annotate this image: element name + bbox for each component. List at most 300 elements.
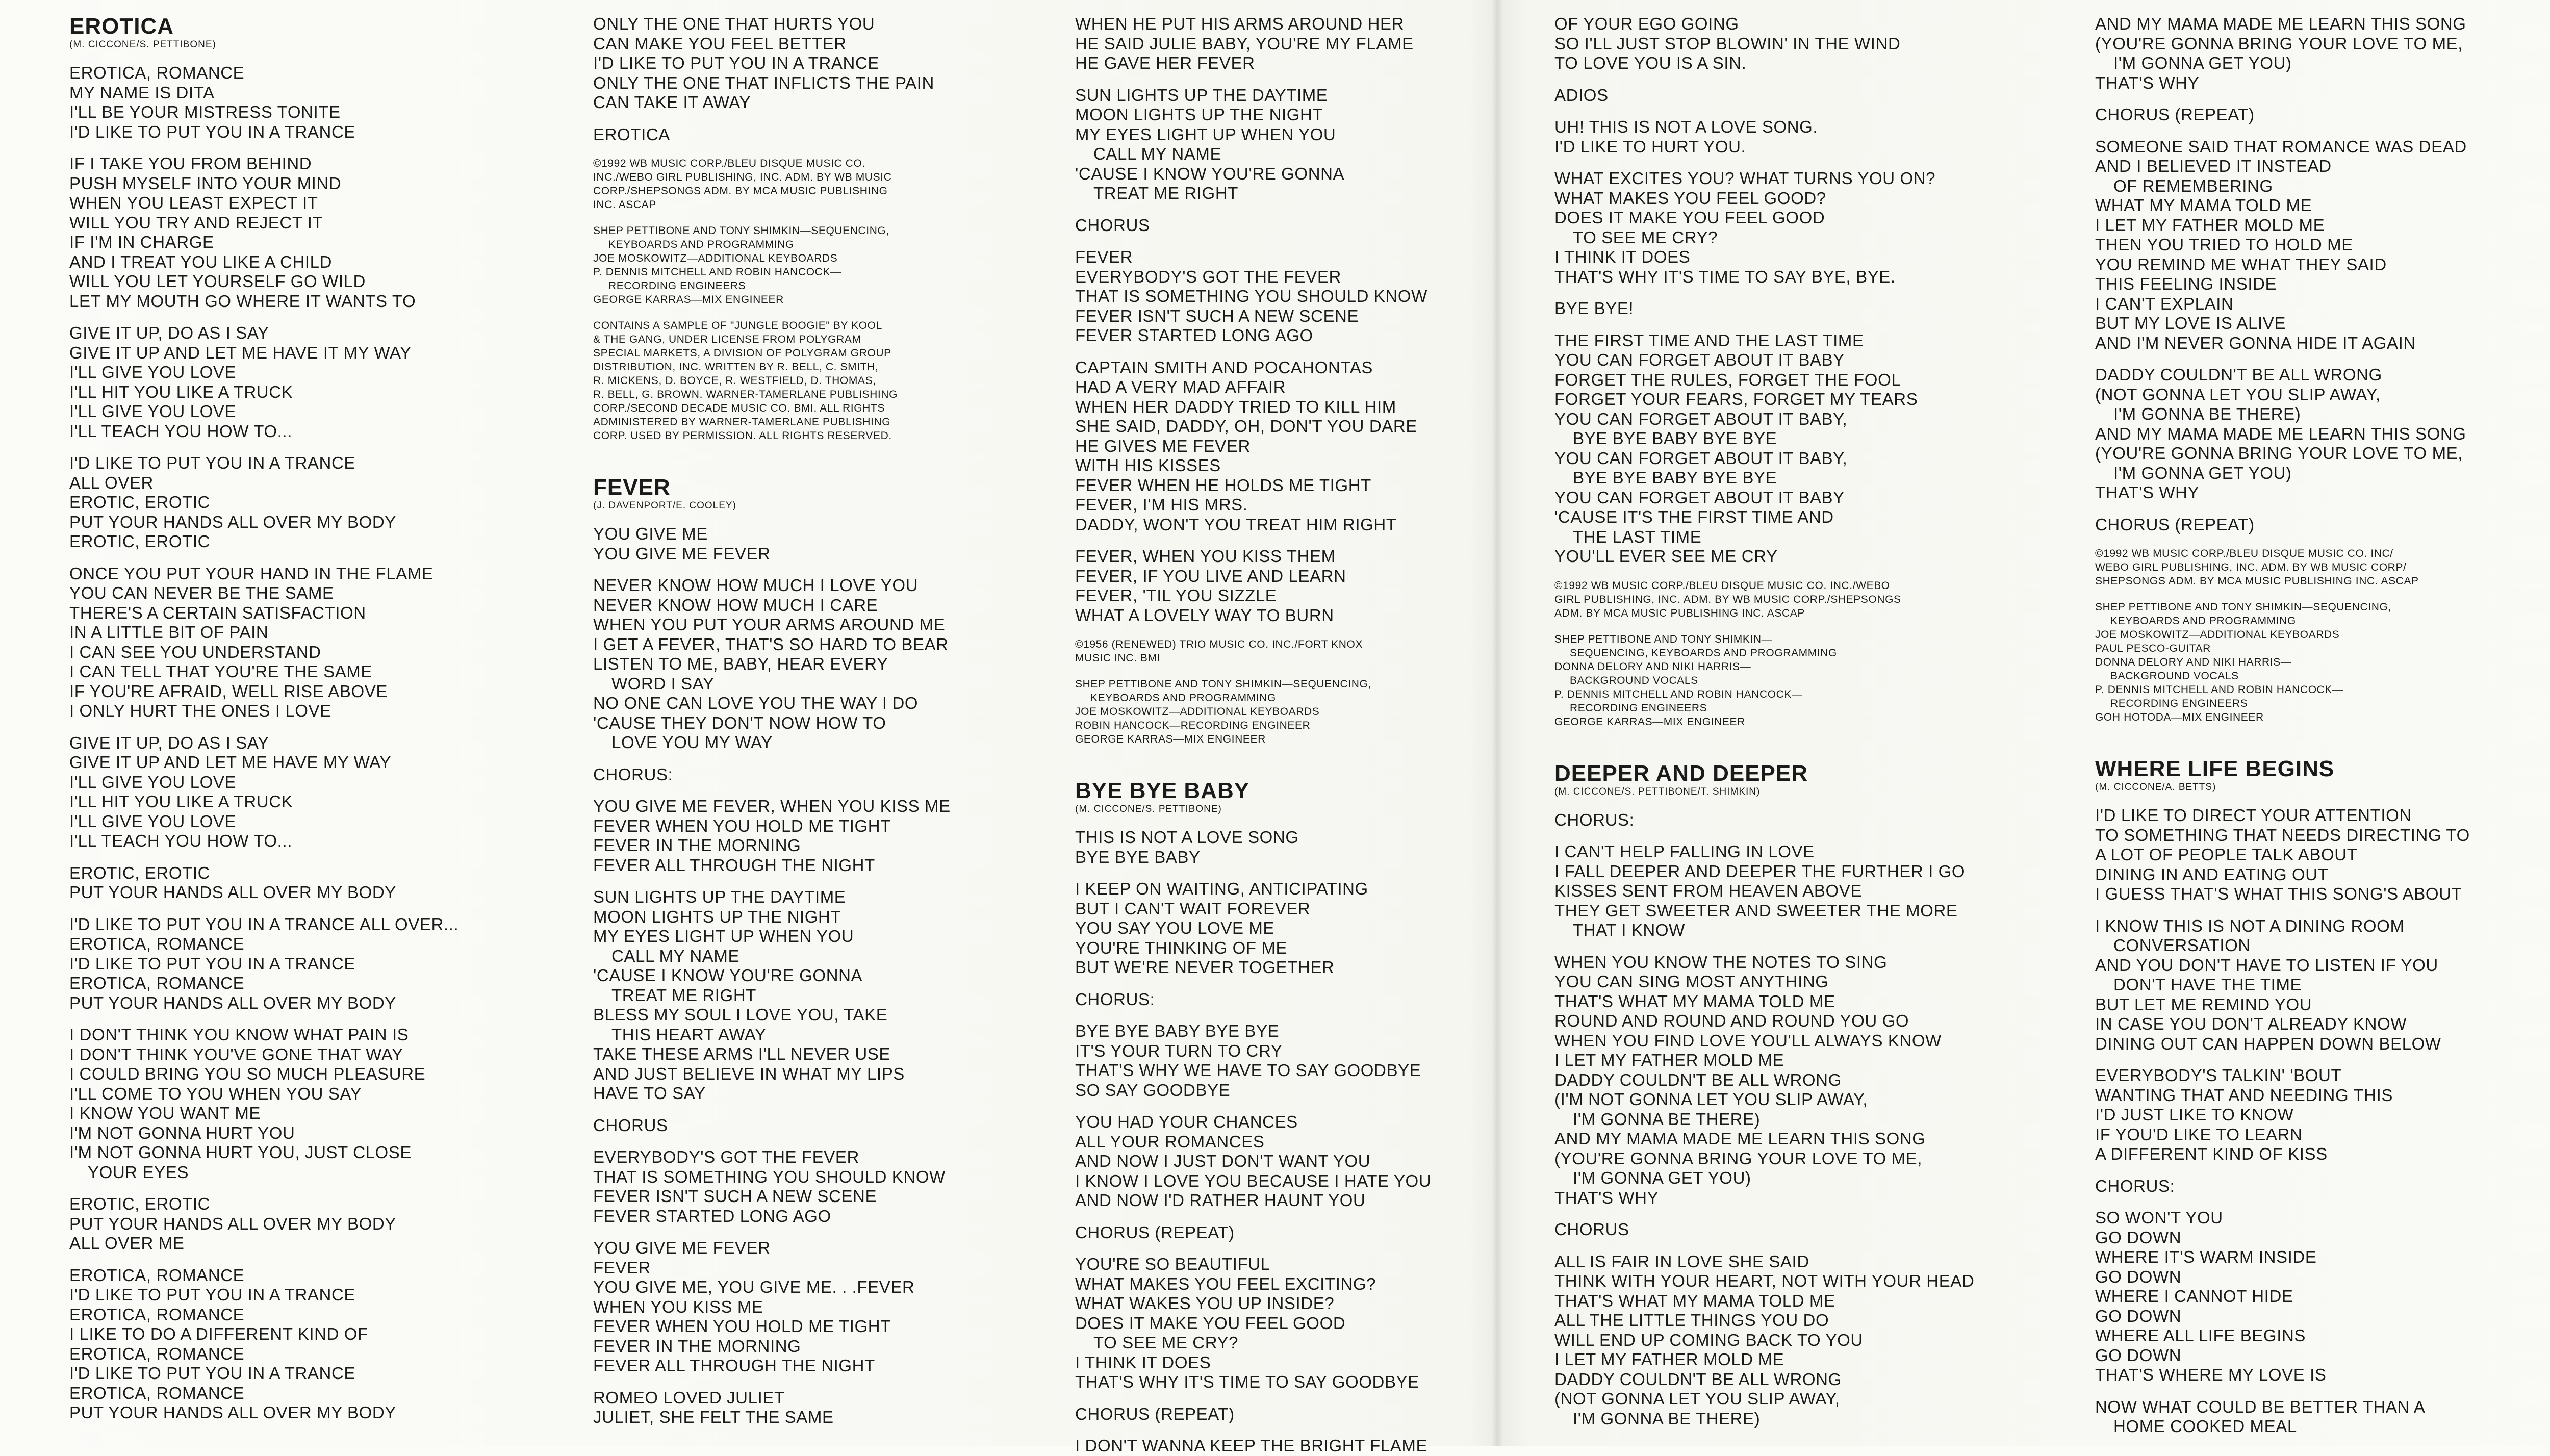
lyric-line: I COULD BRING YOU SO MUCH PLEASURE <box>69 1064 426 1083</box>
lyric-stanza <box>593 887 1075 1104</box>
lyric-line: THAT'S WHY IT'S TIME TO SAY BYE, BYE. <box>1554 267 1896 286</box>
lyric-line: I CAN'T HELP FALLING IN LOVE <box>1554 842 1815 861</box>
lyric-line: 'CAUSE IT'S THE FIRST TIME AND <box>1554 507 1834 526</box>
lyric-line: FORGET THE RULES, FORGET THE FOOL <box>1554 370 1901 389</box>
lyric-line: THERE'S A CERTAIN SATISFACTION <box>69 603 366 622</box>
lyric-stanza <box>1075 828 1557 867</box>
lyric-line: BUT MY LOVE IS ALIVE <box>2095 314 2286 333</box>
lyric-line: PUT YOUR HANDS ALL OVER MY BODY <box>69 1214 396 1233</box>
credits-block <box>593 157 1075 212</box>
lyric-stanza <box>1075 247 1557 346</box>
credit-line: RECORDING ENGINEERS <box>1570 702 1707 714</box>
lyric-line: WHAT A LOVELY WAY TO BURN <box>1075 605 1334 625</box>
lyric-line: I'M GONNA GET YOU) <box>1573 1168 1751 1187</box>
section-label: CHORUS: <box>593 764 673 784</box>
lyric-line: GIVE IT UP, DO AS I SAY <box>69 323 269 342</box>
lyric-line: ALL IS FAIR IN LOVE SHE SAID <box>1554 1251 1809 1271</box>
lyric-stanza <box>1554 169 2036 287</box>
lyric-stanza <box>1075 14 1557 73</box>
column-2 <box>593 14 1075 1437</box>
lyric-stanza <box>2095 1208 2550 1385</box>
credit-line: ADMINISTERED BY WARNER-TAMERLANE PUBLISHING <box>593 416 891 428</box>
lyric-line: BUT WE'RE NEVER TOGETHER <box>1075 958 1335 977</box>
lyric-stanza <box>593 576 1075 753</box>
lyric-line: EROTICA, ROMANCE <box>69 1305 245 1324</box>
lyric-line: YOU CAN FORGET ABOUT IT BABY <box>1554 350 1845 369</box>
lyric-line: YOU GIVE ME FEVER, WHEN YOU KISS ME <box>593 797 951 815</box>
lyric-line: I'LL TEACH YOU HOW TO... <box>69 831 292 850</box>
lyric-line: YOU HAD YOUR CHANCES <box>1075 1112 1298 1131</box>
lyric-line: WILL YOU TRY AND REJECT IT <box>69 213 323 232</box>
lyric-line: MOON LIGHTS UP THE NIGHT <box>593 907 842 926</box>
lyric-line: A LOT OF PEOPLE TALK ABOUT <box>2095 845 2358 864</box>
lyric-line: I'M GONNA BE THERE) <box>1573 1409 1761 1428</box>
credits-block <box>1554 579 2036 620</box>
lyric-line: I'D LIKE TO PUT YOU IN A TRANCE <box>69 954 356 973</box>
lyric-stanza <box>1075 1021 1557 1100</box>
lyric-stanza <box>69 323 551 441</box>
credit-line: CORP./SECOND DECADE MUSIC CO. BMI. ALL RIGHTS <box>593 402 885 414</box>
songwriter-credit: (M. CICCONE/S. PETTIBONE) <box>1075 804 1222 814</box>
lyric-stanza <box>1075 86 1557 203</box>
lyric-line: DADDY COULDN'T BE ALL WRONG <box>1554 1070 1842 1089</box>
lyric-line: WHERE ALL LIFE BEGINS <box>2095 1326 2306 1345</box>
lyric-line: I'LL GIVE YOU LOVE <box>69 402 237 421</box>
lyric-line: FEVER ISN'T SUCH A NEW SCENE <box>1075 306 1359 325</box>
lyric-line: THE FIRST TIME AND THE LAST TIME <box>1554 330 1864 350</box>
credit-line: GEORGE KARRAS—MIX ENGINEER <box>593 294 784 305</box>
lyric-line: AND I TREAT YOU LIKE A CHILD <box>69 252 333 271</box>
lyric-line: DINING IN AND EATING OUT <box>2095 864 2329 884</box>
credit-line: R. MICKENS, D. BOYCE, R. WESTFIELD, D. THOMAS, <box>593 375 876 387</box>
lyric-line: AND YOU DON'T HAVE TO LISTEN IF YOU <box>2095 955 2438 975</box>
lyric-line: I'M NOT GONNA HURT YOU <box>69 1123 295 1142</box>
lyric-line: AND NOW I'D RATHER HAUNT YOU <box>1075 1191 1366 1210</box>
lyric-line: I KNOW I LOVE YOU BECAUSE I HATE YOU <box>1075 1171 1432 1190</box>
lyric-line: THIS FEELING INSIDE <box>2095 274 2277 293</box>
lyric-line: GIVE IT UP AND LET ME HAVE IT MY WAY <box>69 343 412 362</box>
lyric-line: WHEN HER DADDY TRIED TO KILL HIM <box>1075 397 1396 416</box>
lyric-line: BYE BYE BABY BYE BYE <box>1573 468 1777 487</box>
lyric-line: YOU CAN SING MOST ANYTHING <box>1554 972 1829 991</box>
lyric-line: IN A LITTLE BIT OF PAIN <box>69 623 269 642</box>
credit-line: R. BELL, G. BROWN. WARNER-TAMERLANE PUBLISHING <box>593 389 898 400</box>
lyric-stanza <box>1554 14 2036 73</box>
lyric-line: SHE SAID, DADDY, OH, DON'T YOU DARE <box>1075 417 1417 436</box>
lyric-stanza <box>593 14 1075 113</box>
lyric-stanza <box>593 1238 1075 1376</box>
lyric-line: I'D LIKE TO PUT YOU IN A TRANCE <box>69 122 356 141</box>
lyric-stanza <box>69 63 551 142</box>
lyric-line: CALL MY NAME <box>611 946 740 965</box>
lyric-line: YOU REMIND ME WHAT THEY SAID <box>2095 254 2387 274</box>
lyric-line: I DON'T THINK YOU'VE GONE THAT WAY <box>69 1044 403 1064</box>
lyric-line: FEVER WHEN YOU HOLD ME TIGHT <box>593 1317 891 1336</box>
lyric-line: I DON'T THINK YOU KNOW WHAT PAIN IS <box>69 1025 409 1044</box>
lyric-line: BYE BYE BABY <box>1075 847 1201 866</box>
credit-line: INC./WEBO GIRL PUBLISHING, INC. ADM. BY WB MUSIC <box>593 171 892 183</box>
lyric-line: TO SEE ME CRY? <box>1573 227 1718 247</box>
lyric-line: PUSH MYSELF INTO YOUR MIND <box>69 173 342 193</box>
lyric-line: AND MY MAMA MADE ME LEARN THIS SONG <box>1554 1129 1926 1148</box>
lyric-line: FEVER ALL THROUGH THE NIGHT <box>593 1356 875 1375</box>
credit-line: ADM. BY MCA MUSIC PUBLISHING INC. ASCAP <box>1554 607 1805 619</box>
credit-line: PAUL PESCO-GUITAR <box>2095 643 2211 654</box>
lyric-line: AND I'M NEVER GONNA HIDE IT AGAIN <box>2095 333 2416 352</box>
lyric-line: BYE BYE BABY BYE BYE <box>1573 429 1777 448</box>
lyric-stanza <box>1554 117 2036 157</box>
lyric-line: PUT YOUR HANDS ALL OVER MY BODY <box>69 883 396 902</box>
lyric-line: I'LL HIT YOU LIKE A TRUCK <box>69 792 293 811</box>
lyric-line: SUN LIGHTS UP THE DAYTIME <box>593 887 846 906</box>
lyric-line: I'M GONNA BE THERE) <box>1573 1109 1761 1129</box>
lyric-line: YOU CAN FORGET ABOUT IT BABY, <box>1554 448 1848 468</box>
lyric-line: I'M GONNA BE THERE) <box>2113 404 2301 423</box>
lyric-line: WHEN YOU KISS ME <box>593 1297 763 1316</box>
credit-line: RECORDING ENGINEERS <box>2110 698 2248 709</box>
section-label: ADIOS <box>1554 85 1609 105</box>
lyric-line: I'D LIKE TO PUT YOU IN A TRANCE <box>69 1364 356 1383</box>
credit-line: MUSIC INC. BMI <box>1075 652 1161 664</box>
lyric-line: AND JUST BELIEVE IN WHAT MY LIPS <box>593 1064 905 1083</box>
lyric-line: I LET MY FATHER MOLD ME <box>1554 1051 1784 1069</box>
lyric-line: FEVER WHEN YOU HOLD ME TIGHT <box>593 816 891 835</box>
lyric-line: I ONLY HURT THE ONES I LOVE <box>69 701 332 720</box>
lyric-line: HAVE TO SAY <box>593 1084 706 1103</box>
lyric-stanza <box>593 1147 1075 1226</box>
column-3 <box>1075 14 1557 1455</box>
lyric-line: TAKE THESE ARMS I'LL NEVER USE <box>593 1044 891 1063</box>
lyric-line: DOES IT MAKE YOU FEEL GOOD <box>1075 1313 1346 1333</box>
lyric-stanza <box>2095 137 2550 353</box>
lyric-line: I'D LIKE TO PUT YOU IN A TRANCE ALL OVER... <box>69 914 459 934</box>
lyric-line: YOU'LL EVER SEE ME CRY <box>1554 547 1778 566</box>
lyric-stanza <box>69 1194 551 1254</box>
credit-line: CORP. USED BY PERMISSION. ALL RIGHTS RESERVED. <box>593 430 892 442</box>
lyric-line: WHEN YOU FIND LOVE YOU'LL ALWAYS KNOW <box>1554 1031 1942 1050</box>
credit-line: ©1992 WB MUSIC CORP./BLEU DISQUE MUSIC CO. INC./WEBO <box>1554 579 1890 592</box>
lyric-line: PUT YOUR HANDS ALL OVER MY BODY <box>69 993 396 1012</box>
lyric-stanza <box>593 524 1075 564</box>
lyric-line: SUN LIGHTS UP THE DAYTIME <box>1075 85 1328 105</box>
lyric-line: FEVER IN THE MORNING <box>593 836 801 855</box>
credit-line: CONTAINS A SAMPLE OF "JUNGLE BOOGIE" BY KOOL <box>593 320 882 331</box>
lyric-line: YOU SAY YOU LOVE ME <box>1075 918 1275 937</box>
lyric-line: BUT I CAN'T WAIT FOREVER <box>1075 899 1311 918</box>
lyric-line: OF REMEMBERING <box>2113 176 2273 195</box>
lyric-line: YOU CAN FORGET ABOUT IT BABY <box>1554 488 1845 507</box>
credit-line: GOH HOTODA—MIX ENGINEER <box>2095 711 2264 723</box>
credit-line: P. DENNIS MITCHELL AND ROBIN HANCOCK— <box>2095 684 2343 696</box>
lyric-line: FEVER <box>1075 247 1133 266</box>
lyric-line: EVERYBODY'S TALKIN' 'BOUT <box>2095 1066 2342 1085</box>
lyric-line: NO ONE CAN LOVE YOU THE WAY I DO <box>593 694 919 712</box>
lyric-line: CAPTAIN SMITH AND POCAHONTAS <box>1075 357 1373 377</box>
credit-line: JOE MOSKOWITZ—ADDITIONAL KEYBOARDS <box>593 252 838 264</box>
lyric-line: MY EYES LIGHT UP WHEN YOU <box>593 927 854 946</box>
lyric-line: WHEN HE PUT HIS ARMS AROUND HER <box>1075 14 1405 33</box>
lyric-line: HE SAID JULIE BABY, YOU'RE MY FLAME <box>1075 34 1414 53</box>
lyric-line: THEN YOU TRIED TO HOLD ME <box>2095 235 2353 254</box>
lyric-line: WHEN YOU LEAST EXPECT IT <box>69 193 318 212</box>
lyric-line: DADDY, WON'T YOU TREAT HIM RIGHT <box>1075 515 1397 534</box>
lyric-line: AND NOW I JUST DON'T WANT YOU <box>1075 1152 1371 1170</box>
lyric-line: GO DOWN <box>2095 1267 2182 1286</box>
section-label: CHORUS: <box>1554 810 1635 829</box>
lyric-line: THIS IS NOT A LOVE SONG <box>1075 828 1299 847</box>
lyric-line: KISSES SENT FROM HEAVEN ABOVE <box>1554 881 1863 900</box>
credit-line: KEYBOARDS AND PROGRAMMING <box>2110 615 2296 627</box>
lyric-line: I'M NOT GONNA HURT YOU, JUST CLOSE <box>69 1143 412 1162</box>
lyric-stanza <box>1075 1255 1557 1392</box>
lyric-line: CONVERSATION <box>2113 936 2251 955</box>
lyric-line: I'D LIKE TO PUT YOU IN A TRANCE <box>69 453 356 472</box>
lyric-line: MY NAME IS DITA <box>69 83 215 102</box>
lyric-line: WITH HIS KISSES <box>1075 456 1221 475</box>
lyric-line: WHERE IT'S WARM INSIDE <box>2095 1247 2317 1266</box>
lyric-line: DON'T HAVE THE TIME <box>2113 975 2302 994</box>
credits-block <box>1075 677 1557 746</box>
credit-line: SHEP PETTIBONE AND TONY SHIMKIN— <box>1554 633 1773 645</box>
lyric-line: NEVER KNOW HOW MUCH I LOVE YOU <box>593 576 919 595</box>
section-label: CHORUS <box>593 1115 668 1135</box>
lyric-line: YOU GIVE ME FEVER <box>593 544 771 563</box>
credit-line: BACKGROUND VOCALS <box>2110 670 2239 682</box>
lyric-line: THIS HEART AWAY <box>611 1025 767 1044</box>
credit-line: P. DENNIS MITCHELL AND ROBIN HANCOCK— <box>593 266 842 278</box>
lyric-line: I THINK IT DOES <box>1554 247 1691 266</box>
lyric-line: EVERYBODY'S GOT THE FEVER <box>593 1147 859 1166</box>
lyric-line: FEVER <box>593 1258 651 1277</box>
lyric-stanza <box>69 733 551 851</box>
credit-line: & THE GANG, UNDER LICENSE FROM POLYGRAM <box>593 334 861 345</box>
song-title: EROTICA <box>69 14 174 39</box>
lyric-stanza <box>1554 953 2036 1208</box>
credit-line: JOE MOSKOWITZ—ADDITIONAL KEYBOARDS <box>1075 706 1320 718</box>
lyric-stanza <box>2095 1397 2550 1437</box>
section-label: EROTICA <box>593 124 670 144</box>
lyric-stanza <box>69 1266 551 1423</box>
lyric-line: FEVER, 'TIL YOU SIZZLE <box>1075 586 1277 605</box>
lyric-line: IT'S YOUR TURN TO CRY <box>1075 1041 1283 1060</box>
lyric-line: EROTIC, EROTIC <box>69 532 211 551</box>
lyric-line: HOME COOKED MEAL <box>2113 1417 2297 1436</box>
lyric-line: HAD A VERY MAD AFFAIR <box>1075 377 1286 396</box>
lyric-line: I LIKE TO DO A DIFFERENT KIND OF <box>69 1324 368 1343</box>
lyric-line: WILL END UP COMING BACK TO YOU <box>1554 1330 1863 1349</box>
songwriter-credit: (M. CICCONE/S. PETTIBONE/T. SHIMKIN) <box>1554 786 1761 797</box>
section-label: CHORUS (REPEAT) <box>2095 105 2255 124</box>
lyric-line: I THINK IT DOES <box>1075 1352 1211 1372</box>
lyric-line: FEVER ALL THROUGH THE NIGHT <box>593 855 875 875</box>
credit-line: DONNA DELORY AND NIKI HARRIS— <box>2095 656 2292 668</box>
credit-line: DONNA DELORY AND NIKI HARRIS— <box>1554 660 1751 673</box>
lyric-line: I'M GONNA GET YOU) <box>2113 54 2292 72</box>
lyric-line: EROTIC, EROTIC <box>69 493 211 512</box>
credit-line: GEORGE KARRAS—MIX ENGINEER <box>1554 716 1745 728</box>
lyric-line: I LET MY FATHER MOLD ME <box>2095 215 2325 235</box>
lyric-line: WANTING THAT AND NEEDING THIS <box>2095 1085 2393 1105</box>
lyric-line: YOU'RE SO BEAUTIFUL <box>1075 1255 1270 1273</box>
lyric-line: CAN MAKE YOU FEEL BETTER <box>593 34 847 53</box>
lyric-line: ONLY THE ONE THAT HURTS YOU <box>593 14 875 33</box>
lyric-stanza <box>593 1388 1075 1427</box>
lyric-line: EROTICA, ROMANCE <box>69 1344 245 1363</box>
lyric-line: PUT YOUR HANDS ALL OVER MY BODY <box>69 1403 396 1422</box>
lyric-stanza <box>1075 879 1557 978</box>
lyric-line: MOON LIGHTS UP THE NIGHT <box>1075 105 1323 124</box>
lyric-line: I CAN'T EXPLAIN <box>2095 294 2234 313</box>
lyric-line: I KEEP ON WAITING, ANTICIPATING <box>1075 879 1368 898</box>
credit-line: SEQUENCING, KEYBOARDS AND PROGRAMMING <box>1570 647 1837 659</box>
lyric-line: EROTICA, ROMANCE <box>69 1265 245 1285</box>
section-label: CHORUS <box>1554 1220 1629 1239</box>
lyric-stanza <box>1554 331 2036 567</box>
lyric-line: FEVER WHEN HE HOLDS ME TIGHT <box>1075 475 1371 495</box>
lyric-stanza <box>69 453 551 552</box>
lyric-line: AND I BELIEVED IT INSTEAD <box>2095 157 2332 175</box>
lyric-line: HE GAVE HER FEVER <box>1075 54 1255 72</box>
lyric-line: A DIFFERENT KIND OF KISS <box>2095 1144 2328 1163</box>
credit-line: GEORGE KARRAS—MIX ENGINEER <box>1075 733 1266 745</box>
lyric-line: 'CAUSE THEY DON'T NOW HOW TO <box>593 713 886 732</box>
lyric-line: I GET A FEVER, THAT'S SO HARD TO BEAR <box>593 634 949 654</box>
credit-line: SHEP PETTIBONE AND TONY SHIMKIN—SEQUENCING, <box>1075 678 1371 690</box>
lyric-line: I'LL TEACH YOU HOW TO... <box>69 421 292 441</box>
credits-block <box>2095 547 2550 588</box>
lyric-line: THAT'S WHAT MY MAMA TOLD ME <box>1554 991 1835 1011</box>
lyric-line: AND MY MAMA MADE ME LEARN THIS SONG <box>2095 424 2466 443</box>
lyric-line: UH! THIS IS NOT A LOVE SONG. <box>1554 117 1818 136</box>
lyric-line: IF YOU'D LIKE TO LEARN <box>2095 1125 2303 1144</box>
credit-line: CORP./SHEPSONGS ADM. BY MCA MUSIC PUBLISHING <box>593 185 888 197</box>
lyric-line: THAT'S WHY <box>2095 73 2200 92</box>
lyric-line: (I'M NOT GONNA LET YOU SLIP AWAY, <box>1554 1090 1868 1109</box>
credit-line: ©1992 WB MUSIC CORP./BLEU DISQUE MUSIC CO. <box>593 158 865 169</box>
lyric-line: SO SAY GOODBYE <box>1075 1080 1231 1100</box>
lyric-line: FEVER, IF YOU LIVE AND LEARN <box>1075 566 1346 585</box>
lyric-line: SOMEONE SAID THAT ROMANCE WAS DEAD <box>2095 137 2467 156</box>
section-label: CHORUS (REPEAT) <box>1075 1222 1235 1242</box>
lyric-stanza <box>2095 806 2550 904</box>
lyric-line: I'M GONNA GET YOU) <box>2113 463 2292 482</box>
lyric-line: ALL OVER ME <box>69 1234 185 1253</box>
lyric-line: EROTIC, EROTIC <box>69 1194 211 1213</box>
lyric-line: YOU CAN NEVER BE THE SAME <box>69 583 334 602</box>
lyric-stanza <box>593 797 1075 875</box>
lyric-line: I LET MY FATHER MOLD ME <box>1554 1350 1784 1369</box>
lyric-line: TO SOMETHING THAT NEEDS DIRECTING TO <box>2095 825 2470 845</box>
lyric-stanza <box>69 154 551 311</box>
lyric-line: EROTICA, ROMANCE <box>69 1383 245 1402</box>
lyric-line: FEVER STARTED LONG AGO <box>1075 326 1313 345</box>
lyric-line: THAT'S WHERE MY LOVE IS <box>2095 1365 2327 1384</box>
lyric-line: JULIET, SHE FELT THE SAME <box>593 1408 834 1426</box>
lyric-line: GO DOWN <box>2095 1345 2182 1365</box>
lyric-line: SO I'LL JUST STOP BLOWIN' IN THE WIND <box>1554 34 1901 53</box>
credits-block <box>593 224 1075 306</box>
lyric-line: GO DOWN <box>2095 1306 2182 1325</box>
lyric-line: FEVER ISN'T SUCH A NEW SCENE <box>593 1187 877 1206</box>
lyric-line: FORGET YOUR FEARS, FORGET MY TEARS <box>1554 390 1918 408</box>
lyric-line: CAN TAKE IT AWAY <box>593 93 751 112</box>
lyric-line: I'LL HIT YOU LIKE A TRUCK <box>69 382 293 401</box>
lyric-line: I CAN TELL THAT YOU'RE THE SAME <box>69 662 373 681</box>
lyric-line: WHAT MAKES YOU FEEL GOOD? <box>1554 188 1826 208</box>
section-label: BYE BYE! <box>1554 299 1634 318</box>
lyric-line: THAT IS SOMETHING YOU SHOULD KNOW <box>593 1167 946 1186</box>
lyric-line: EROTICA, ROMANCE <box>69 934 245 953</box>
lyric-line: THAT'S WHY WE HAVE TO SAY GOODBYE <box>1075 1061 1421 1080</box>
lyric-line: NOW WHAT COULD BE BETTER THAN A <box>2095 1397 2426 1416</box>
lyric-line: IF YOU'RE AFRAID, WELL RISE ABOVE <box>69 681 388 701</box>
column-5 <box>2095 14 2550 1437</box>
lyric-line: CALL MY NAME <box>1093 144 1222 163</box>
lyric-line: (YOU'RE GONNA BRING YOUR LOVE TO ME, <box>1554 1148 1923 1168</box>
lyric-line: I DON'T WANNA KEEP THE BRIGHT FLAME <box>1075 1436 1428 1455</box>
lyric-line: BYE BYE BABY BYE BYE <box>1075 1021 1280 1040</box>
credit-line: DISTRIBUTION, INC. WRITTEN BY R. BELL, C. SMITH, <box>593 361 879 373</box>
credit-line: SHEP PETTIBONE AND TONY SHIMKIN—SEQUENCING, <box>593 225 889 237</box>
lyric-line: FEVER IN THE MORNING <box>593 1336 801 1356</box>
lyric-line: ALL OVER <box>69 473 154 492</box>
lyric-line: ONLY THE ONE THAT INFLICTS THE PAIN <box>593 73 934 92</box>
lyric-line: I KNOW YOU WANT ME <box>69 1104 261 1122</box>
songwriter-credit: (M. CICCONE/S. PETTIBONE) <box>69 39 216 50</box>
lyric-stanza <box>69 915 551 1013</box>
lyric-line: IN CASE YOU DON'T ALREADY KNOW <box>2095 1014 2407 1033</box>
credit-line: KEYBOARDS AND PROGRAMMING <box>608 239 794 250</box>
lyric-line: YOU GIVE ME FEVER <box>593 1238 771 1257</box>
lyric-line: ROUND AND ROUND AND ROUND YOU GO <box>1554 1011 1909 1030</box>
lyric-line: LET MY MOUTH GO WHERE IT WANTS TO <box>69 291 416 311</box>
lyric-line: I FALL DEEPER AND DEEPER THE FURTHER I GO <box>1554 861 1966 881</box>
lyric-stanza <box>69 863 551 903</box>
lyric-line: GO DOWN <box>2095 1228 2182 1247</box>
lyric-line: SO WON'T YOU <box>2095 1208 2223 1227</box>
lyric-line: THAT'S WHY <box>2095 483 2200 502</box>
section-label: CHORUS (REPEAT) <box>1075 1404 1235 1423</box>
lyric-line: TO SEE ME CRY? <box>1093 1333 1239 1352</box>
song-title: WHERE LIFE BEGINS <box>2095 756 2335 781</box>
lyric-line: YOUR EYES <box>88 1162 189 1182</box>
credit-line: ©1956 (RENEWED) TRIO MUSIC CO. INC./FORT KNOX <box>1075 638 1363 650</box>
lyric-line: TREAT ME RIGHT <box>611 985 757 1005</box>
lyric-line: THAT I KNOW <box>1573 921 1685 939</box>
lyric-line: BUT LET ME REMIND YOU <box>2095 994 2312 1014</box>
lyric-line: I'D LIKE TO DIRECT YOUR ATTENTION <box>2095 806 2412 825</box>
lyric-line: DADDY COULDN'T BE ALL WRONG <box>1554 1369 1842 1389</box>
credit-line: WEBO GIRL PUBLISHING, INC. ADM. BY WB MUSIC CORP/ <box>2095 561 2407 573</box>
lyric-stanza <box>2095 365 2550 503</box>
lyric-line: I'LL GIVE YOU LOVE <box>69 363 237 381</box>
lyric-line: YOU GIVE ME <box>593 524 708 543</box>
song-title: BYE BYE BABY <box>1075 778 1250 803</box>
credits-block <box>593 319 1075 443</box>
lyric-line: WHEN YOU PUT YOUR ARMS AROUND ME <box>593 615 946 634</box>
lyric-line: I CAN SEE YOU UNDERSTAND <box>69 642 321 661</box>
lyric-line: AND MY MAMA MADE ME LEARN THIS SONG <box>2095 14 2466 33</box>
lyric-line: WILL YOU LET YOURSELF GO WILD <box>69 272 366 291</box>
lyric-line: DOES IT MAKE YOU FEEL GOOD <box>1554 208 1825 227</box>
lyric-line: (NOT GONNA LET YOU SLIP AWAY, <box>1554 1389 1840 1408</box>
lyric-stanza <box>1075 1112 1557 1211</box>
lyric-line: I'D JUST LIKE TO KNOW <box>2095 1105 2294 1124</box>
credit-line: GIRL PUBLISHING, INC. ADM. BY WB MUSIC CORP./SHEPSONGS <box>1554 593 1901 605</box>
lyric-stanza <box>1075 358 1557 535</box>
lyric-line: WHAT WAKES YOU UP INSIDE? <box>1075 1294 1335 1313</box>
lyric-stanza <box>69 1025 551 1182</box>
